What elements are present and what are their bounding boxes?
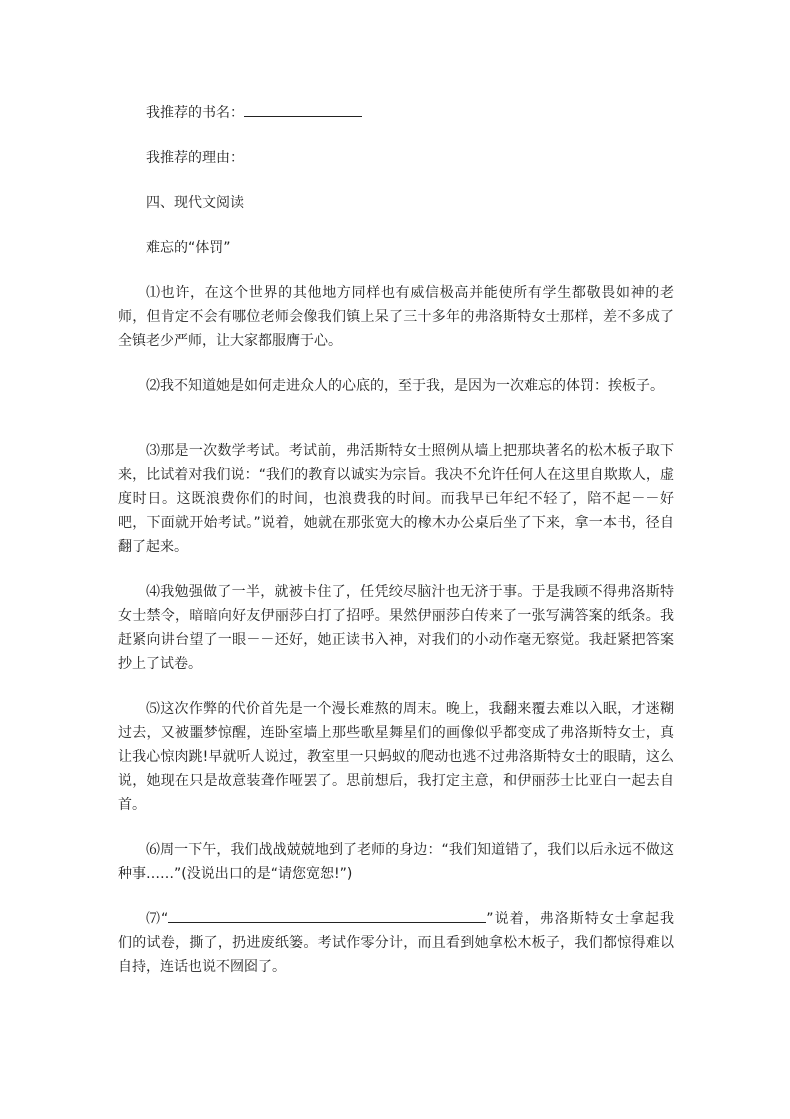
recommend-book-line <box>118 101 674 125</box>
paragraph-1: ⑴也许，在这个世界的其他地方同样也有威信极高并能使所有学生都敬畏如神的老师，但肯定不会有哪位老师会像我们镇上呆了三十多年的弗洛斯特女士那样，差不多成了全镇老少严师，让大家都服膺于心。 <box>118 285 674 349</box>
quote-answer-blank[interactable] <box>168 907 486 923</box>
book-name-blank[interactable] <box>244 101 362 117</box>
recommend-reason-line: 我推荐的理由： <box>146 150 244 166</box>
paragraph-2: ⑵我不知道她是如何走进众人的心底的，至于我，是因为一次难忘的体罚：挨板子。 <box>146 378 664 394</box>
paragraph-7-prefix: ⑺“ <box>146 911 169 927</box>
paragraph-7 <box>118 907 674 979</box>
paragraph-3: ⑶那是一次数学考试。考试前，弗活斯特女士照例从墙上把那块著名的松木板子取下来，比试着对我们说：“我们的教育以诚实为宗旨。我决不允许任何人在这里自欺欺人，虚度时日。这既浪费你们的时间，也浪费我的时间。而我早已年纪不轻了，陪不起－－好吧，下面就开始考试。”说着，她就在那张宽大的橡木办公桌后坐了下来，拿一本书，径自翻了起来。 <box>118 443 674 555</box>
paragraph-7-text: ”说着，弗洛斯特女士拿起我们的试卷，撕了，扔进废纸篓。考试作零分计，而且看到她拿松木板子，我们都惊得难以自持，连话也说不囫囵了。 <box>118 911 674 975</box>
document-page <box>118 101 674 1000</box>
section-heading: 四、现代文阅读 <box>146 195 244 211</box>
recommend-book-label: 我推荐的书名： <box>146 105 244 121</box>
article-title: 难忘的“体罚” <box>146 240 231 256</box>
paragraph-6: ⑹周一下午，我们战战兢兢地到了老师的身边：“我们知道错了，我们以后永远不做这种事……”(没说出口的是“请您宽恕!”) <box>118 842 674 882</box>
paragraph-4: ⑷我勉强做了一半，就被卡住了，任凭绞尽脑汁也无济于事。于是我顾不得弗洛斯特女士禁令，暗暗向好友伊丽莎白打了招呼。果然伊丽莎白传来了一张写满答案的纸条。我赶紧向讲台望了一眼－－还好，她正读书入神，对我们的小动作毫无察觉。我赶紧把答案抄上了试卷。 <box>118 584 674 672</box>
paragraph-5: ⑸这次作弊的代价首先是一个漫长难熬的周末。晚上，我翻来覆去难以入眠，才迷糊过去，又被噩梦惊醒，连卧室墙上那些歌星舞星们的画像似乎都变成了弗洛斯特女士，真让我心惊肉跳!早就听人说过，教室里一只蚂蚁的爬动也逃不过弗洛斯特女士的眼睛，这么说，她现在只是故意装聋作哑罢了。思前想后，我打定主意，和伊丽莎士比亚白一起去自首。 <box>118 701 674 813</box>
